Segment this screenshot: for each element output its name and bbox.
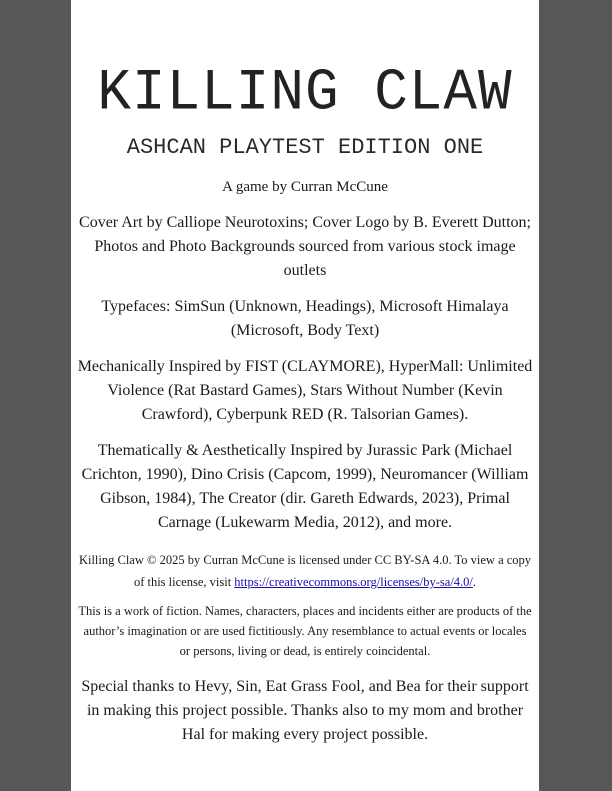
license-link[interactable]: https://creativecommons.org/licenses/by-sa/4.0/ (234, 575, 473, 589)
author-line: A game by Curran McCune (222, 179, 388, 195)
cover-credits: Cover Art by Calliope Neurotoxins; Cover Logo by B. Everett Dutton; Photos and Photo Backgrounds sourced from various stock image outlets (79, 214, 531, 279)
page-title: KILLING CLAW (97, 59, 513, 127)
page-subtitle: ASHCAN PLAYTEST EDITION ONE (126, 135, 484, 160)
special-thanks: Special thanks to Hevy, Sin, Eat Grass Fool, and Bea for their support in making this project possible. Thanks also to my mom and brother Hal for making every project possible. (81, 678, 529, 743)
typefaces-credit: Typefaces: SimSun (Unknown, Headings), Microsoft Himalaya (Microsoft, Body Text) (101, 298, 509, 339)
license-end: . (472, 575, 477, 589)
mechanical-inspiration: Mechanically Inspired by FIST (CLAYMORE), HyperMall: Unlimited Violence (Rat Bastard Games), Stars Without Number (Kevin Crawford), Cyberpunk RED (R. Talsorian Games). (77, 358, 533, 423)
document-page (71, 0, 539, 791)
license-text: Killing Claw © 2025 by Curran McCune is licensed under CC BY-SA 4.0. To view a copy of this license, visit (78, 553, 532, 589)
license-notice (77, 549, 533, 593)
fiction-disclaimer: This is a work of fiction. Names, characters, places and incidents either are products of the author’s imagination or are used fictitiously. Any resemblance to actual events or locales or persons, living or dead, is entirely coincidental. (78, 604, 532, 658)
thematic-inspiration: Thematically & Aesthetically Inspired by Jurassic Park (Michael Crichton, 1990), Dino Crisis (Capcom, 1999), Neuromancer (William Gibson, 1984), The Creator (dir. Gareth Edwards, 2023), Primal Carnage (Lukewarm Media, 2012), and more. (81, 442, 529, 531)
